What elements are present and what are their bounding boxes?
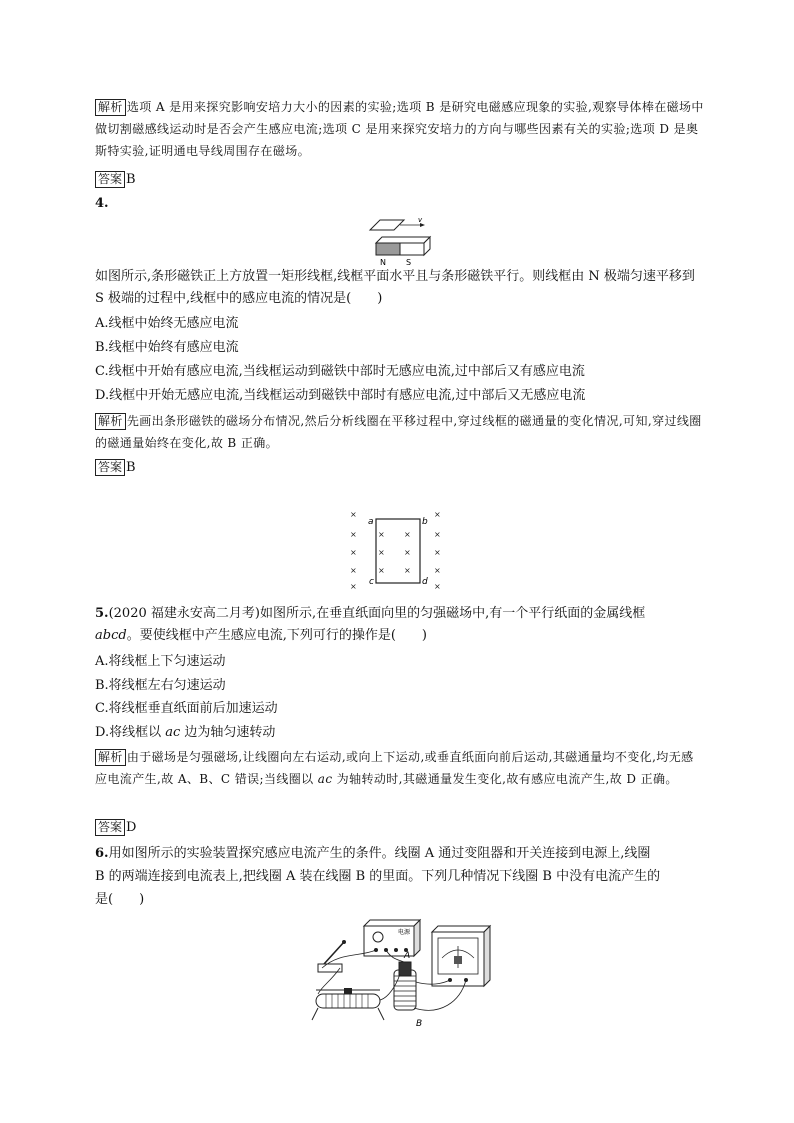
meter-top [432,926,490,932]
q6-stem-line1: 用如图所示的实验装置探究感应电流产生的条件。线圈 A 通过变阻器和开关连接到电源上,线圈 [108,846,651,861]
rheostat-leg-1 [312,1008,318,1020]
magnet-south-half [400,243,424,255]
q3-answer [95,170,136,190]
coil-a-label: A [404,951,411,961]
q5-answer [95,818,136,838]
q5-stem [95,603,705,647]
field-mark: × [350,530,357,539]
q5-option-a: A.将线框上下匀速运动 [95,654,226,669]
q4-option-c: C.线框中开始有感应电流,当线框运动到磁铁中部时无感应电流,过中部后又有感应电流 [95,364,585,379]
q5-option-d-axis: ac [165,725,181,740]
field-mark: × [404,548,411,557]
q5-answer-value: D [126,820,137,835]
q6-number: 6. [95,846,109,861]
field-mark: × [434,548,441,557]
field-mark: × [350,582,357,591]
explain-tag: 解析 [95,413,126,430]
power-terminal-3 [394,948,398,952]
q4-explanation [95,410,705,454]
coil-b-label: B [416,1019,423,1029]
q4-option-b: B.线框中始终有感应电流 [95,340,239,355]
field-mark: × [434,566,441,575]
field-mark: × [378,530,385,539]
q4-option-a: A.线框中始终无感应电流 [95,316,239,331]
magnet-north-half [376,243,400,255]
power-knob [373,932,383,942]
q4-magnet-figure [360,212,440,270]
meter-side [484,926,490,986]
q5-stem-line2: 。要使线框中产生感应电流,下列可行的操作是( ) [126,628,427,643]
q4-answer-value: B [126,460,136,475]
q5-number: 5. [95,606,109,621]
explain-tag: 解析 [95,99,126,116]
q6-stem-line2: B 的两端连接到电流表上,把线圈 A 装在线圈 B 的里面。下列几种情况下线圈 B 中没有电流产生的 [95,869,661,884]
field-mark: × [378,566,385,575]
power-label: 电源 [398,929,411,936]
field-mark: × [434,510,441,519]
q5-explanation-axis: ac [317,772,333,786]
q5-stem-line1: (2020 福建永安高二月考)如图所示,在垂直纸面向里的匀强磁场中,有一个平行纸面的金属线框 [108,606,646,621]
rectangular-coil [370,220,404,230]
answer-tag: 答案 [95,171,125,188]
q3-explanation-text: 选项 A 是用来探究影响安培力大小的因素的实验;选项 B 是研究电磁感应现象的实验,观察导体棒在磁场中做切割磁感线运动时是否会产生感应电流;选项 C 是用来探究安培力的方向与哪些因素有关的实验;选项 D 是奥斯特实验,证明通电导线周围存在磁场。 [95,100,704,158]
q5-option-d-pre: D.将线框以 [95,725,166,740]
q3-explanation [95,96,705,162]
q4-option-d: D.线框中开始无感应电流,当线框运动到磁铁中部时有感应电流,过中部后又无感应电流 [95,388,586,403]
q5-option-d-post: 边为轴匀速转动 [180,725,276,740]
rheostat-leg-2 [378,1008,384,1020]
q4-explanation-text: 先画出条形磁铁的磁场分布情况,然后分析线圈在平移过程中,穿过线框的磁通量的变化情况,可知,穿过线圈的磁通量始终在变化,故 B 正确。 [95,414,702,450]
rheostat-slider [344,988,352,994]
corner-a: a [368,517,374,527]
q4-answer [95,458,136,478]
q6-stem [95,842,705,911]
answer-tag: 答案 [95,819,125,836]
rheostat [316,994,380,1008]
q4-stem: 如图所示,条形磁铁正上方放置一矩形线框,线框平面水平且与条形磁铁平行。则线框由 N 极端匀速平移到 S 极端的过程中,线框中的感应电流的情况是( ) [95,269,695,306]
corner-b: b [422,517,428,527]
q5-frame-name: abcd [95,628,127,643]
field-mark: × [434,582,441,591]
field-mark: × [378,548,385,557]
north-label: N [380,258,386,267]
q5-option-c: C.将线框垂直纸面前后加速运动 [95,701,278,716]
q4-number: 4. [95,196,109,211]
q5-option-d [95,722,275,744]
q5-explanation-pre: 由于磁场是匀强磁场,让线圈向左右运动,或向上下运动,或垂直纸面向前后运动,其磁通量均不变化,均无感应电流产生,故 A、B、C 错误;当线圈以 [95,750,694,786]
switch-knob [342,940,346,944]
power-supply-side [414,920,420,956]
field-mark: × [350,548,357,557]
field-mark: × [404,530,411,539]
field-mark: × [350,510,357,519]
q5-explanation [95,746,705,790]
velocity-label: v [418,216,423,224]
field-mark: × [404,566,411,575]
corner-c: c [369,577,374,587]
south-label: S [406,258,412,267]
q3-answer-value: B [126,172,136,187]
q5-field-figure [340,505,455,595]
meter-center [454,956,462,964]
explain-tag: 解析 [95,749,126,766]
q5-option-b: B.将线框左右匀速运动 [95,678,226,693]
coil-a [399,962,411,976]
field-mark: × [350,566,357,575]
q6-stem-line3: 是( ) [95,892,145,907]
field-mark: × [434,530,441,539]
q5-explanation-post: 为轴转动时,其磁通量发生变化,故有感应电流产生,故 D 正确。 [332,772,678,786]
q6-apparatus-figure [300,912,500,1030]
magnet-top-face [376,237,430,243]
answer-tag: 答案 [95,459,125,476]
power-supply-top [364,920,420,926]
knife-switch-blade [324,942,344,964]
corner-d: d [422,577,428,587]
